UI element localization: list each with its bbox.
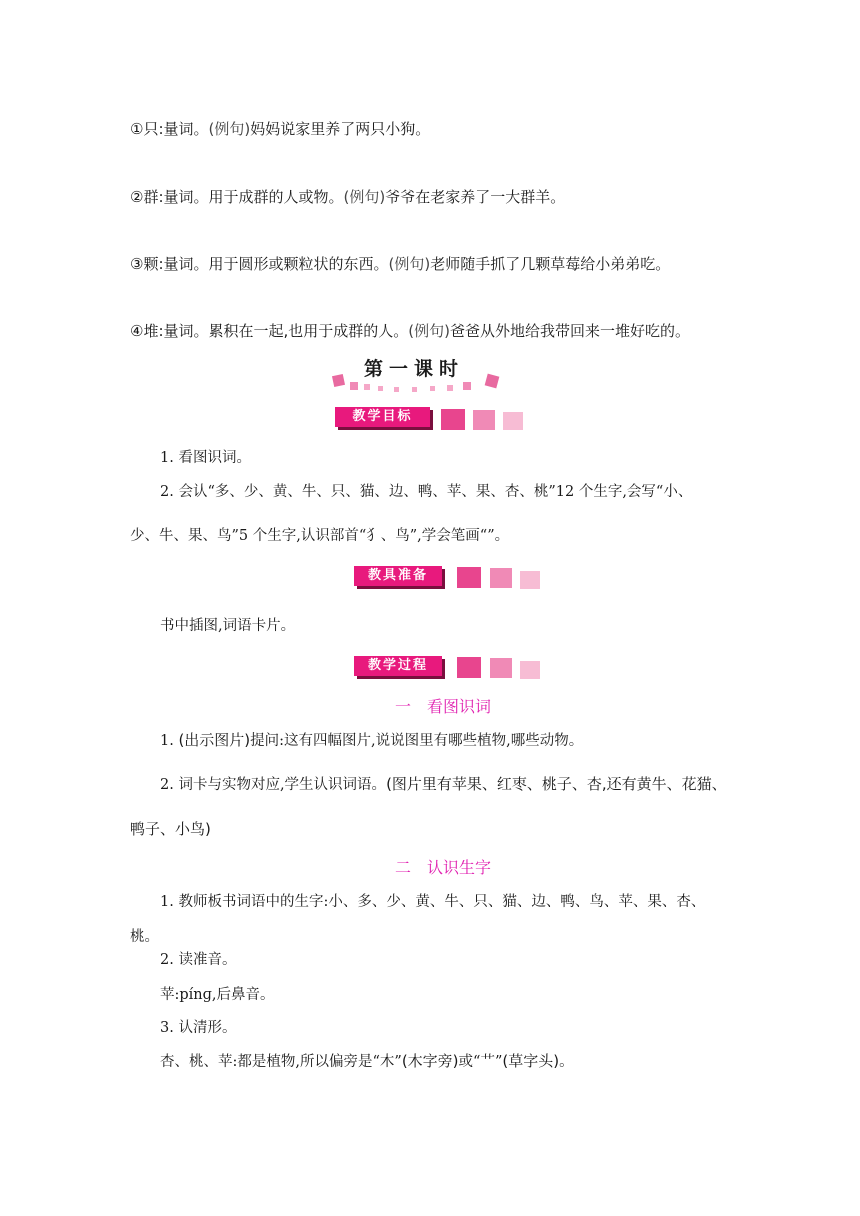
- goal-line-2: 2. 会认“多、少、黄、牛、只、猫、边、鸭、苹、果、杏、桃”12 个生字,会写“小、: [160, 484, 693, 500]
- example-tag: (例句): [388, 255, 431, 273]
- process-line-8: 3. 认清形。: [160, 1020, 237, 1036]
- section-heading-1: 一 看图识词: [395, 697, 492, 716]
- example-tag: (例句): [208, 120, 251, 138]
- definition-3: [130, 253, 670, 274]
- definition-4: [130, 320, 690, 341]
- definition-head: ④堆:量词。累积在一起,也用于成群的人。: [130, 322, 409, 340]
- process-line-5: 桃。: [130, 929, 159, 945]
- example-sentence: 爷爷在老家养了一大群羊。: [385, 188, 566, 206]
- example-sentence: 老师随手抓了几颗草莓给小弟弟吃。: [430, 255, 671, 273]
- definition-1: [130, 118, 430, 139]
- process-line-1: 1. (出示图片)提问:这有四幅图片,说说图里有哪些植物,哪些动物。: [160, 731, 584, 749]
- example-sentence: 爸爸从外地给我带回来一堆好吃的。: [450, 322, 691, 340]
- section-tag-tools: 教具准备: [354, 566, 442, 586]
- goal-line-1: 1. 看图识词。: [160, 450, 251, 466]
- process-line-7: 苹:pínɡ,后鼻音。: [160, 987, 275, 1003]
- process-line-6: 2. 读准音。: [160, 952, 237, 968]
- definition-2: [130, 186, 565, 207]
- goal-line-3: 少、牛、果、鸟”5 个生字,认识部首“犭、鸟”,学会笔画“”。: [130, 528, 510, 544]
- definition-head: ①只:量词。: [130, 120, 209, 138]
- section-heading-2: 二 认识生字: [395, 858, 492, 877]
- process-line-9: 杏、桃、苹:都是植物,所以偏旁是“木”(木字旁)或“艹”(草字头)。: [160, 1052, 574, 1070]
- example-sentence: 妈妈说家里养了两只小狗。: [250, 120, 431, 138]
- example-tag: (例句): [343, 188, 386, 206]
- process-line-4: 1. 教师板书词语中的生字:小、多、少、黄、牛、只、猫、边、鸭、鸟、苹、果、杏、: [160, 894, 706, 910]
- process-line-2: 2. 词卡与实物对应,学生认识词语。(图片里有苹果、红枣、桃子、杏,还有黄牛、花猫、: [160, 775, 727, 793]
- tools-text: 书中插图,词语卡片。: [160, 618, 296, 634]
- section-tag-goals: 教学目标: [335, 407, 430, 427]
- lesson-title: 第一课时: [364, 358, 465, 380]
- process-line-3: 鸭子、小鸟): [130, 820, 211, 838]
- example-tag: (例句): [408, 322, 450, 340]
- definition-head: ③颗:量词。用于圆形或颗粒状的东西。: [130, 255, 389, 273]
- section-tag-process: 教学过程: [354, 656, 442, 676]
- definition-head: ②群:量词。用于成群的人或物。: [130, 188, 344, 206]
